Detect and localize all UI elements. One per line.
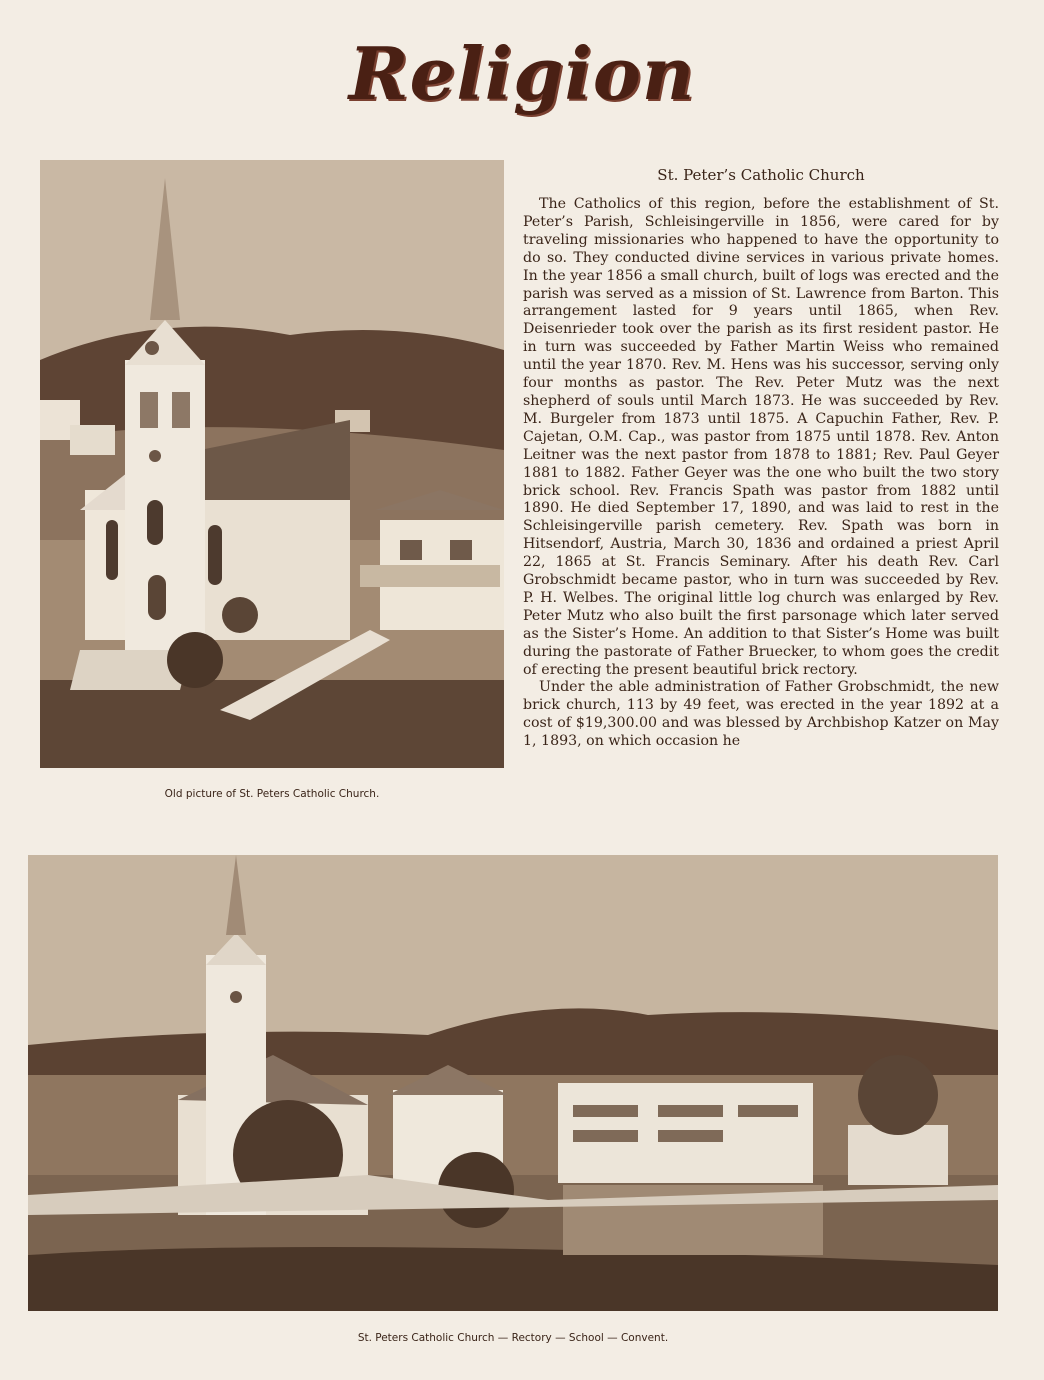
old-church-illustration bbox=[40, 160, 504, 768]
page-heading: Religion bbox=[348, 31, 696, 116]
article-paragraph: The Catholics of this region, before the establishment of St. Peter’s Parish, Schleisingerville in 1856, were cared for by traveling missionaries who happened to have the opportunity to do so. They conducted divine services in various private homes. In the year 1856 a small church, built of logs was erected and the parish was served as a mission of St. Lawrence from Barton. This arrangement lasted for 9 years until 1865, when Rev. Deisenrieder took over the parish as its first resident pastor. He in turn was succeeded by Father Martin Weiss who remained until the year 1870. Rev. M. Hens was his successor, serving only four months as pastor. The Rev. Peter Mutz was the next shepherd of souls until March 1873. He was succeeded by Rev. M. Burgeler from 1873 until 1875. A Capuchin Father, Rev. P. Cajetan, O.M. Cap., was pastor from 1875 until 1878. Rev. Anton Leitner was the next pastor from 1878 to 1881; Rev. Paul Geyer 1881 to 1882. Father Geyer was the one who built the two story brick school. Rev. Francis Spath was pastor from 1882 until 1890. He died September 17, 1890, and was laid to rest in the Schleisingerville parish cemetery. Rev. Spath was born in Hitsendorf, Austria, March 30, 1836 and ordained a priest April 22, 1865 at St. Francis Seminary. After his death Rev. Carl Grobschmidt became pastor, who in turn was succeeded by Rev. P. H. Welbes. The original little log church was enlarged by Rev. Peter Mutz who also built the first parsonage which later served as the Sister’s Home. An addition to that Sister’s Home was built during the pastorate of Father Bruecker, to whom goes the credit of erecting the present beautiful brick rectory. bbox=[523, 196, 999, 678]
church-campus-illustration bbox=[28, 855, 998, 1311]
old-church-photo bbox=[40, 160, 504, 768]
old-church-caption: Old picture of St. Peters Catholic Church. bbox=[164, 788, 380, 800]
article-title: St. Peter’s Catholic Church bbox=[657, 166, 865, 184]
article-paragraph: Under the able administration of Father Grobschmidt, the new brick church, 113 by 49 feet, was erected in the year 1892 at a cost of $19,300.00 and was blessed by Archbishop Katzer on May 1, 1893, on which occasion he bbox=[523, 679, 999, 750]
church-campus-photo bbox=[28, 855, 998, 1311]
article bbox=[523, 166, 999, 751]
church-campus-caption: St. Peters Catholic Church — Rectory — School — Convent. bbox=[357, 1332, 669, 1344]
article-body bbox=[523, 196, 999, 751]
